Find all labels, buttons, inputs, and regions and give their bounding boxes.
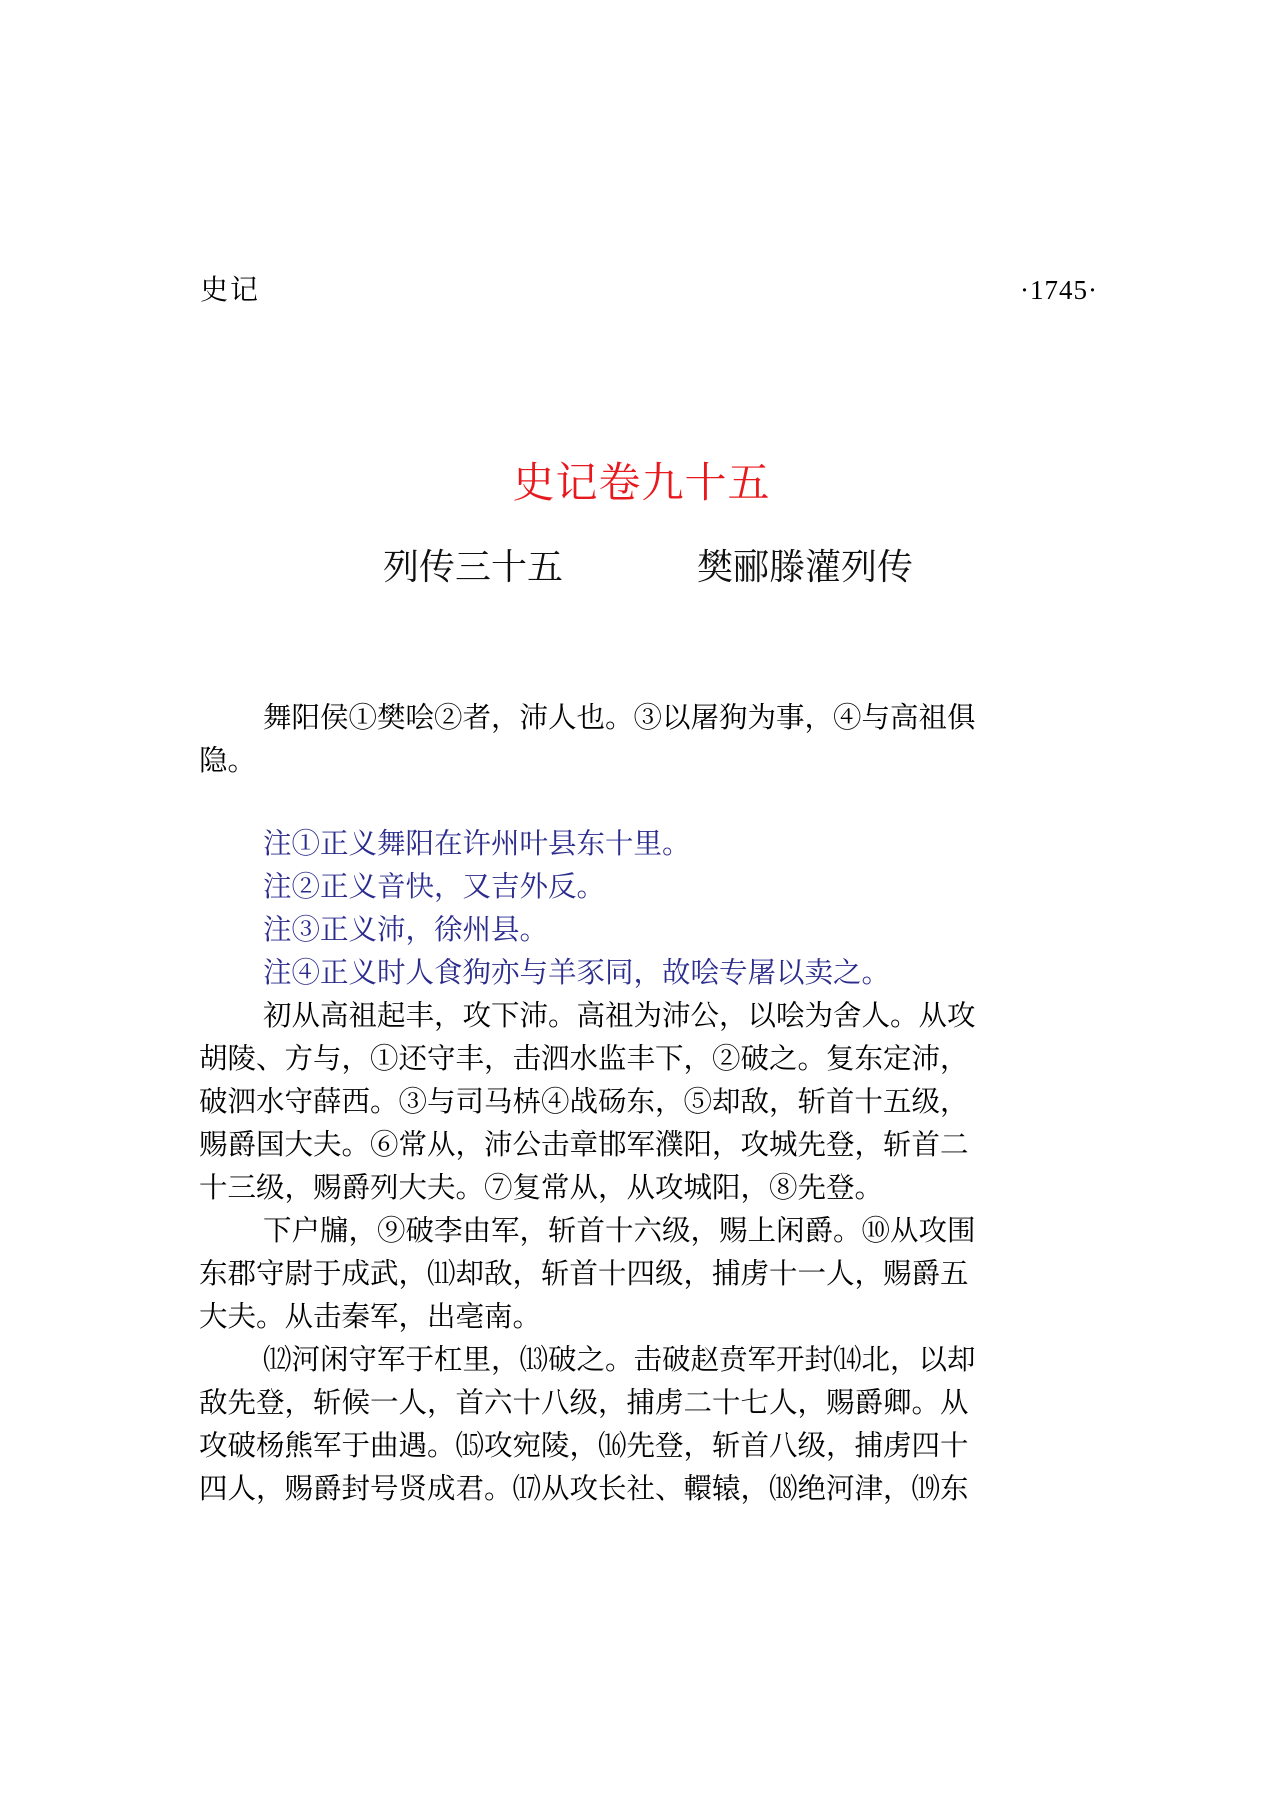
text-line: 大夫。从击秦军，出亳南。 (199, 1300, 542, 1333)
text-body (199, 696, 1089, 1510)
text-line: 隐。 (199, 744, 257, 777)
text-line: 东郡守尉于成武，⑾却敌，斩首十四级，捕虏十一人，赐爵五 (199, 1257, 969, 1290)
paragraph-gap (199, 782, 1089, 822)
annotation-line: 注④正义时人食狗亦与羊豕同，故哙专屠以卖之。 (263, 956, 891, 989)
chapter-series: 列传三十五 (383, 547, 564, 588)
text-line: 初从高祖起丰，攻下沛。高祖为沛公，以哙为舍人。从攻 (263, 999, 976, 1032)
chapter-name: 樊郦滕灌列传 (696, 547, 913, 588)
text-line: 下户牖，⑨破李由军，斩首十六级，赐上闲爵。⑩从攻围 (263, 1214, 976, 1247)
text-line: 胡陵、方与，①还守丰，击泗水监丰下，②破之。复东定沛， (199, 1042, 969, 1075)
volume-title: 史记卷九十五 (512, 458, 771, 507)
text-line: 四人，赐爵封号贤成君。⒄从攻长社、轘辕，⒅绝河津，⒆东 (199, 1472, 969, 1505)
text-line: 舞阳侯①樊哙②者，沛人也。③以屠狗为事，④与高祖俱 (263, 701, 976, 734)
text-line: 赐爵国大夫。⑥常从，沛公击章邯军濮阳，攻城先登，斩首二 (199, 1128, 969, 1161)
chapter-title (383, 540, 913, 596)
annotation-line: 注①正义舞阳在许州叶县东十里。 (263, 827, 691, 860)
annotation-line: 注②正义音快，又吉外反。 (263, 870, 606, 903)
running-header (200, 268, 1098, 312)
text-line: 攻破杨熊军于曲遇。⒂攻宛陵，⒃先登，斩首八级，捕虏四十 (199, 1429, 969, 1462)
page-number: ·1745· (1020, 275, 1098, 305)
book-name: 史记 (200, 273, 261, 306)
text-line: 破泗水守薛西。③与司马枿④战砀东，⑤却敌，斩首十五级， (199, 1085, 969, 1118)
annotation-line: 注③正义沛，徐州县。 (263, 913, 549, 946)
text-line: 十三级，赐爵列大夫。⑦复常从，从攻城阳，⑧先登。 (199, 1171, 884, 1204)
text-line: 敌先登，斩候一人，首六十八级，捕虏二十七人，赐爵卿。从 (199, 1386, 969, 1419)
text-line: ⑿河闲守军于杠里，⒀破之。击破赵贲军开封⒁北，以却 (263, 1343, 976, 1376)
